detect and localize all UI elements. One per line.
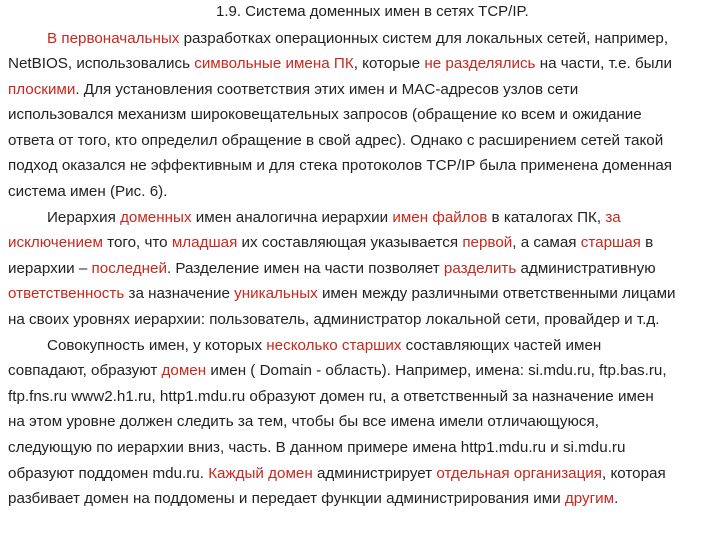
text-line [8, 384, 712, 410]
text-run: на части, т.е. были [535, 55, 672, 73]
highlighted-term: доменных [120, 208, 192, 226]
text-run: подход оказался не эффективным и для стека протоколов TCP/IP была применена доменная [8, 157, 673, 175]
text-line [8, 26, 712, 52]
text-run: . Для установления соответствия этих имен и MAC-адресов узлов сети [75, 80, 579, 98]
text-run: их составляющая указывается [237, 234, 463, 252]
highlighted-term: домен [161, 362, 207, 380]
text-line [8, 256, 712, 282]
section-title: 1.9. Система доменных имен в сетях TCP/IP. [216, 3, 529, 20]
text-run: NetBIOS, использовались [8, 55, 195, 73]
highlighted-term: имен файлов [392, 208, 488, 226]
highlighted-term: Каждый домен [208, 464, 313, 482]
text-run: в [640, 234, 654, 252]
document-body [8, 26, 712, 512]
text-line [8, 461, 712, 487]
text-line [8, 435, 712, 461]
text-run: составляющих частей имен [401, 336, 602, 354]
text-run: разработках операционных систем для локальных сетей, например, [179, 29, 669, 47]
text-run: на своих уровнях иерархии: пользователь, администратор локальной сети, провайдер и т.д. [8, 311, 660, 329]
text-run: Иерархия [47, 208, 121, 226]
text-run: образуют поддомен mdu.ru. [8, 464, 209, 482]
text-line [8, 230, 712, 256]
text-run: имен между различными ответственными лицами [317, 285, 676, 303]
text-line [8, 205, 712, 231]
text-run: того, что [102, 234, 172, 252]
text-line [8, 77, 712, 103]
text-line [8, 51, 712, 77]
highlighted-term: не разделялись [424, 55, 536, 73]
text-run: совпадают, образуют [8, 362, 162, 380]
text-run: ответа от того, кто определил обращение в свой адрес). Однако с расширением сетей такой [8, 131, 664, 149]
text-run: разбивает домен на поддомены и передает функции администрирования ими [8, 490, 565, 508]
text-line [8, 153, 712, 179]
text-run: на этом уровне должен следить за тем, чтобы бы все имена имели отличающуюся, [8, 413, 599, 431]
highlighted-term: старшая [580, 234, 641, 252]
text-run: за назначение [124, 285, 235, 303]
text-line [8, 486, 712, 512]
text-line [8, 102, 712, 128]
text-run: Совокупность имен, у которых [47, 336, 267, 354]
highlighted-term: разделить [443, 259, 517, 277]
text-line [8, 281, 712, 307]
highlighted-term: отдельная организация [436, 464, 603, 482]
text-line [8, 128, 712, 154]
text-run: иерархии – [8, 259, 92, 277]
highlighted-term: исключением [8, 234, 103, 252]
highlighted-term: плоскими [8, 80, 76, 98]
text-run: использовался механизм широковещательных запросов (обращение ко всем и ожидание [8, 106, 642, 124]
highlighted-term: несколько старших [266, 336, 402, 354]
text-run: . [614, 490, 619, 508]
text-run: следующую по иерархии вниз, часть. В данном примере имена http1.mdu.ru и si.mdu.ru [8, 439, 626, 456]
text-run: система имен (Рис. 6). [8, 183, 168, 201]
text-line [8, 409, 712, 435]
highlighted-term: другим [564, 490, 615, 508]
text-run: администрирует [312, 464, 437, 482]
text-line [8, 307, 712, 333]
text-run: , которые [353, 55, 425, 73]
text-run: административную [516, 259, 656, 277]
text-run: имен аналогична иерархии [191, 208, 393, 226]
text-run: , а самая [512, 234, 581, 252]
highlighted-term: первой [462, 234, 513, 252]
highlighted-term: младшая [171, 234, 238, 252]
text-run: в каталогах ПК, [487, 208, 606, 226]
highlighted-term: уникальных [234, 285, 318, 303]
highlighted-term: ответственность [8, 285, 125, 303]
text-run: имен ( Domain - область). Например, имена: si.mdu.ru, ftp.bas.ru, [206, 362, 667, 380]
highlighted-term: за [605, 208, 621, 226]
text-run: . Разделение имен на части позволяет [166, 259, 444, 277]
highlighted-term: В первоначальных [47, 29, 180, 47]
text-run: , которая [602, 464, 666, 482]
text-line [8, 333, 712, 359]
text-line [8, 179, 712, 205]
highlighted-term: символьные имена ПК [194, 55, 354, 73]
highlighted-term: последней [91, 259, 167, 277]
text-line [8, 358, 712, 384]
text-run: ftp.fns.ru www2.h1.ru, http1.mdu.ru образуют домен ru, а ответственный за назначение имен [8, 387, 654, 405]
